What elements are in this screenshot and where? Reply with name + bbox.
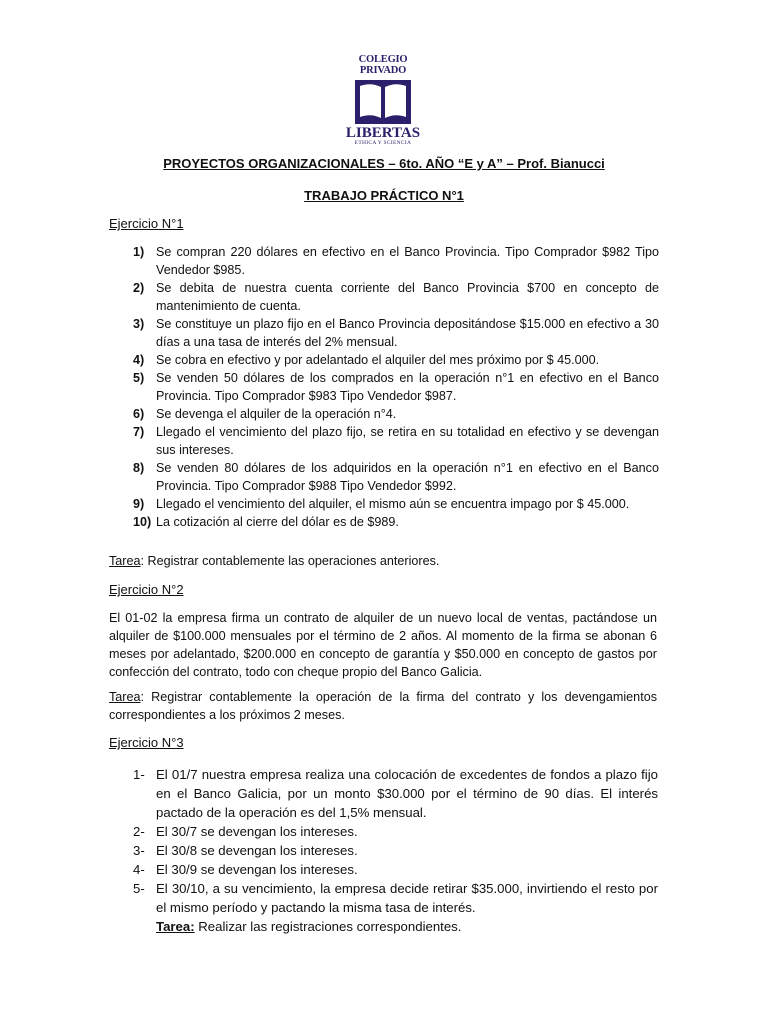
task-text: : Registrar contablemente las operaciones anteriores.: [140, 554, 440, 568]
task-text: Realizar las registraciones correspondientes.: [194, 919, 462, 934]
exercise-1-list: [109, 243, 659, 531]
task-label: Tarea: [109, 690, 141, 704]
logo-subtitle: ETHICA Y SCIENCIA: [354, 140, 412, 146]
list-item: 7) Llegado el vencimiento del plazo fijo, se retira en su totalidad en efectivo y se devengan sus intereses.: [133, 425, 659, 457]
list-item: 1) Se compran 220 dólares en efectivo en el Banco Provincia. Tipo Comprador $982 Tipo Vendedor $985.: [133, 245, 659, 277]
list-item: 5) Se venden 50 dólares de los comprados en la operación n°1 en efectivo en el Banco Provincia. Tipo Comprador $983 Tipo Vendedor $987.: [133, 371, 659, 403]
logo-top-text: COLEGIO PRIVADO: [358, 54, 408, 76]
exercise-2-task: [109, 688, 657, 724]
list-item: 8) Se venden 80 dólares de los adquiridos en la operación n°1 en efectivo en el Banco Provincia. Tipo Comprador $988 Tipo Vendedor $992.: [133, 461, 659, 493]
exercise-1-heading: Ejercicio N°1: [109, 216, 184, 231]
task-text: : Registrar contablemente la operación de la firma del contrato y los devengamientos correspondientes a los próximos 2 meses.: [109, 690, 657, 722]
exercise-3-task: [133, 917, 658, 936]
list-item: 10) La cotización al cierre del dólar es de $989.: [133, 515, 399, 529]
list-item: 4- El 30/9 se devengan los intereses.: [133, 862, 358, 877]
list-item: 1- El 01/7 nuestra empresa realiza una colocación de excedentes de fondos a plazo fijo en el Banco Galicia, por un monto $30.000 por el término de 90 días. El interés pactado de la operación es del 1,5% mensual.: [133, 767, 658, 820]
list-item: 3) Se constituye un plazo fijo en el Banco Provincia depositándose $15.000 en efectivo a 30 días a una tasa de interés del 2% mensual.: [133, 317, 659, 349]
open-book-icon: [351, 78, 415, 126]
list-item: 9) Llegado el vencimiento del alquiler, el mismo aún se encuentra impago por $ 45.000.: [133, 497, 630, 511]
exercise-2-heading: Ejercicio N°2: [109, 582, 184, 597]
list-item: 2- El 30/7 se devengan los intereses.: [133, 824, 358, 839]
task-label: Tarea:: [156, 919, 195, 934]
exercise-3-heading: Ejercicio N°3: [109, 735, 184, 750]
page-title: TRABAJO PRÁCTICO N°1: [304, 188, 464, 203]
task-label: Tarea: [109, 554, 141, 568]
exercise-2-paragraph: El 01-02 la empresa firma un contrato de alquiler de un nuevo local de ventas, pactándose un alquiler de $100.000 mensuales por el término de 2 años. Al momento de la firma se abonan 6 meses por adelantado, $200.000 en concepto de garantía y $50.000 en concepto de gastos por confección del contrato, todo con cheque propio del Banco Galicia.: [109, 611, 657, 679]
course-title: PROYECTOS ORGANIZACIONALES – 6to. AÑO “E y A” – Prof. Bianucci: [163, 156, 605, 171]
list-item: 2) Se debita de nuestra cuenta corriente del Banco Provincia $700 en concepto de mantenimiento de cuenta.: [133, 281, 659, 313]
list-item: 3- El 30/8 se devengan los intereses.: [133, 843, 358, 858]
list-item: 6) Se devenga el alquiler de la operación n°4.: [133, 407, 397, 421]
exercise-1-task: [109, 552, 657, 570]
logo-name: LIBERTAS: [345, 125, 421, 141]
list-item: 5- El 30/10, a su vencimiento, la empresa decide retirar $35.000, invirtiendo el resto por el mismo período y pactando la misma tasa de interés.: [133, 881, 658, 915]
list-item: 4) Se cobra en efectivo y por adelantado el alquiler del mes próximo por $ 45.000.: [133, 353, 600, 367]
school-logo: [343, 54, 423, 146]
exercise-3-list: [133, 765, 658, 936]
